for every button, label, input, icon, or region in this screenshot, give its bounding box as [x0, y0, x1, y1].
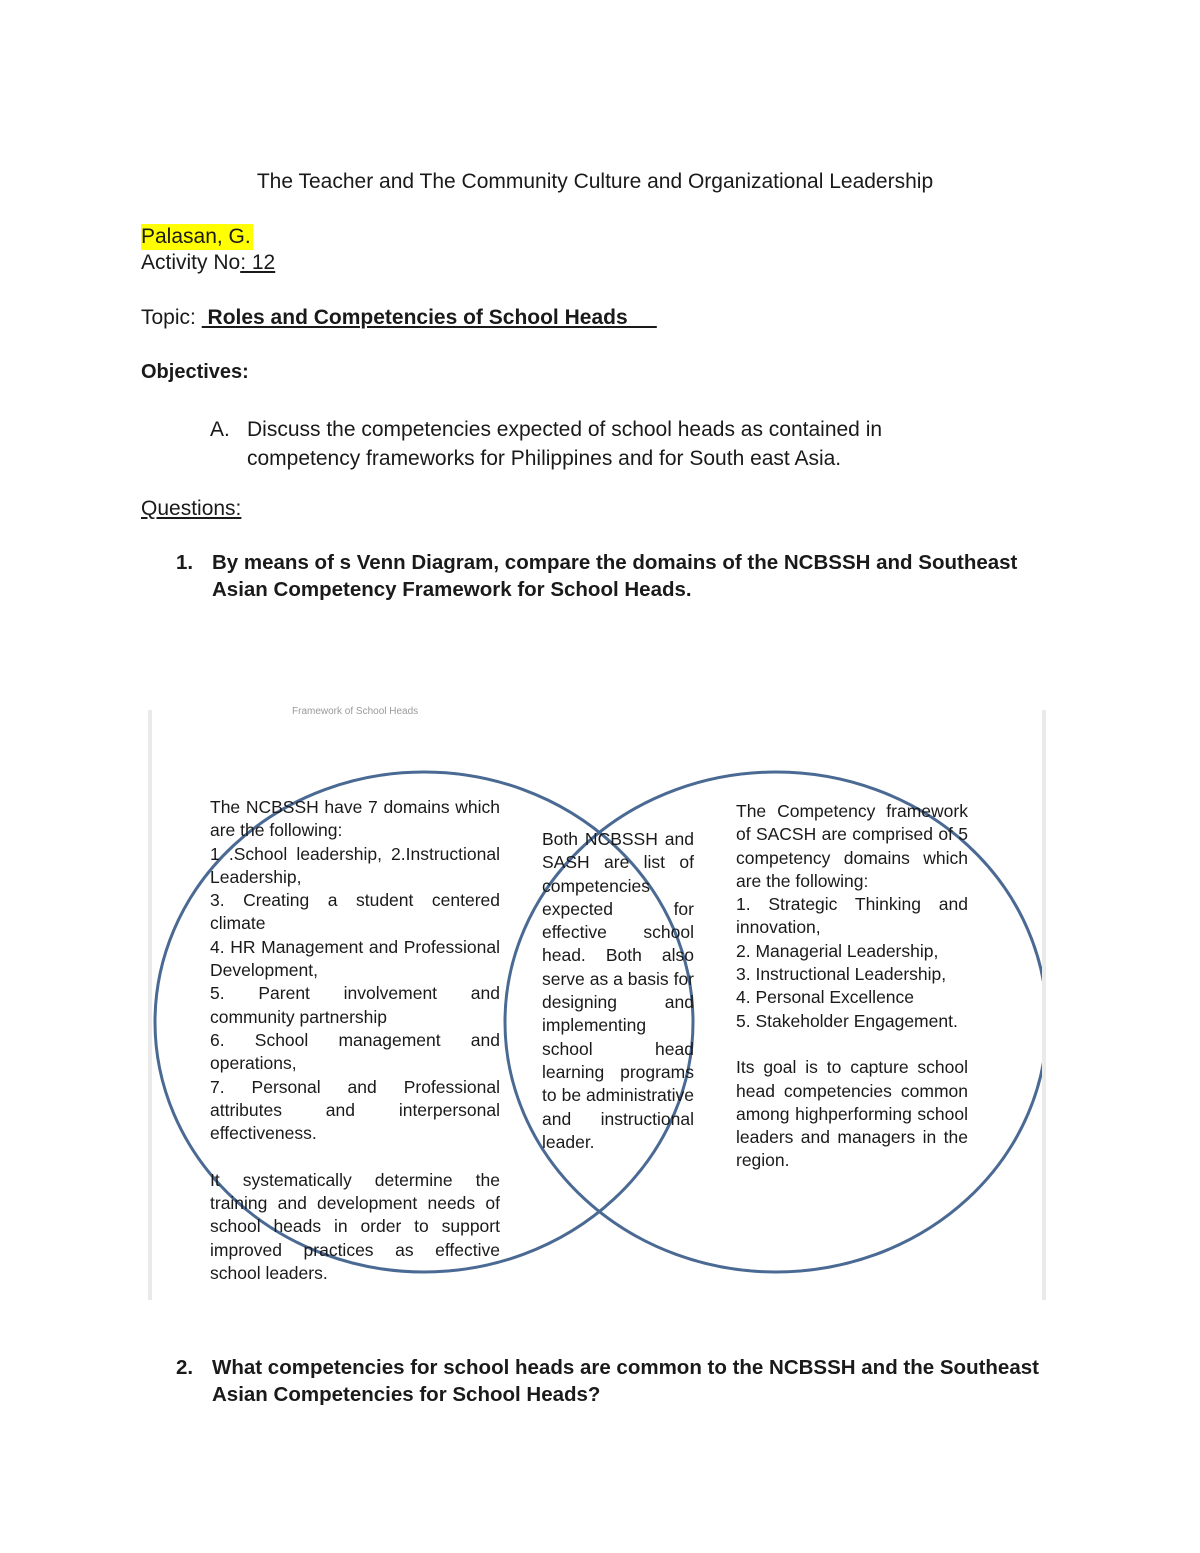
objectives-heading: Objectives:: [141, 361, 249, 383]
questions-heading: Questions:: [141, 497, 242, 520]
venn-right-text: The Competency framework of SACSH are comprised of 5 competency domains which are the following: 1. Strategic Thinking and innovation, 2. Managerial Leadership, 3. Instructional Leadership, 4. Personal Excellence 5. Stakeholder Engagement. Its goal is to capture school head competencies common among highperforming school leaders and managers in the region.: [736, 801, 968, 1171]
objective-item: [210, 415, 990, 473]
topic-value: Roles and Competencies of School Heads: [201, 306, 657, 329]
objective-text: Discuss the competencies expected of school heads as contained in competency frameworks for Philippines and for South east Asia.: [247, 418, 883, 470]
venn-diagram: [148, 706, 1046, 1300]
activity-label: Activity No: [141, 251, 241, 274]
topic-label: Topic:: [141, 306, 202, 329]
question-text: By means of s Venn Diagram, compare the domains of the NCBSSH and Southeast Asian Competency Framework for School Heads.: [212, 551, 1018, 601]
venn-middle-text: Both NCBSSH and SASH are list of competencies expected for effective school head. Both also serve as a basis for designing and implementing school head learning programs to be administrative and instructional leader.: [542, 829, 694, 1152]
activity-number-line: [141, 251, 275, 275]
venn-caption: Framework of School Heads: [292, 706, 419, 717]
question-text: What competencies for school heads are common to the NCBSSH and the Southeast Asian Competencies for School Heads?: [212, 1356, 1039, 1406]
objective-label: A.: [210, 418, 230, 441]
student-name: Palasan, G.: [141, 225, 251, 248]
document-title: The Teacher and The Community Culture and Organizational Leadership: [256, 170, 934, 193]
question-number: 1.: [176, 551, 194, 574]
topic-line: [141, 306, 657, 330]
activity-number: : 12: [240, 251, 276, 274]
question-2: [176, 1354, 1076, 1408]
question-number: 2.: [176, 1356, 194, 1379]
venn-left-text: The NCBSSH have 7 domains which are the following: 1 .School leadership, 2.Instructional Leadership, 3. Creating a student centered climate 4. HR Management and Professional Development, 5. Parent involvement and community partnership 6. School management and operations, 7. Personal and Professional attributes and interpersonal effectiveness. It systematically determine the training and development needs of school heads in order to support improved practices as effective school leaders.: [210, 797, 500, 1283]
question-1: [176, 549, 1076, 603]
